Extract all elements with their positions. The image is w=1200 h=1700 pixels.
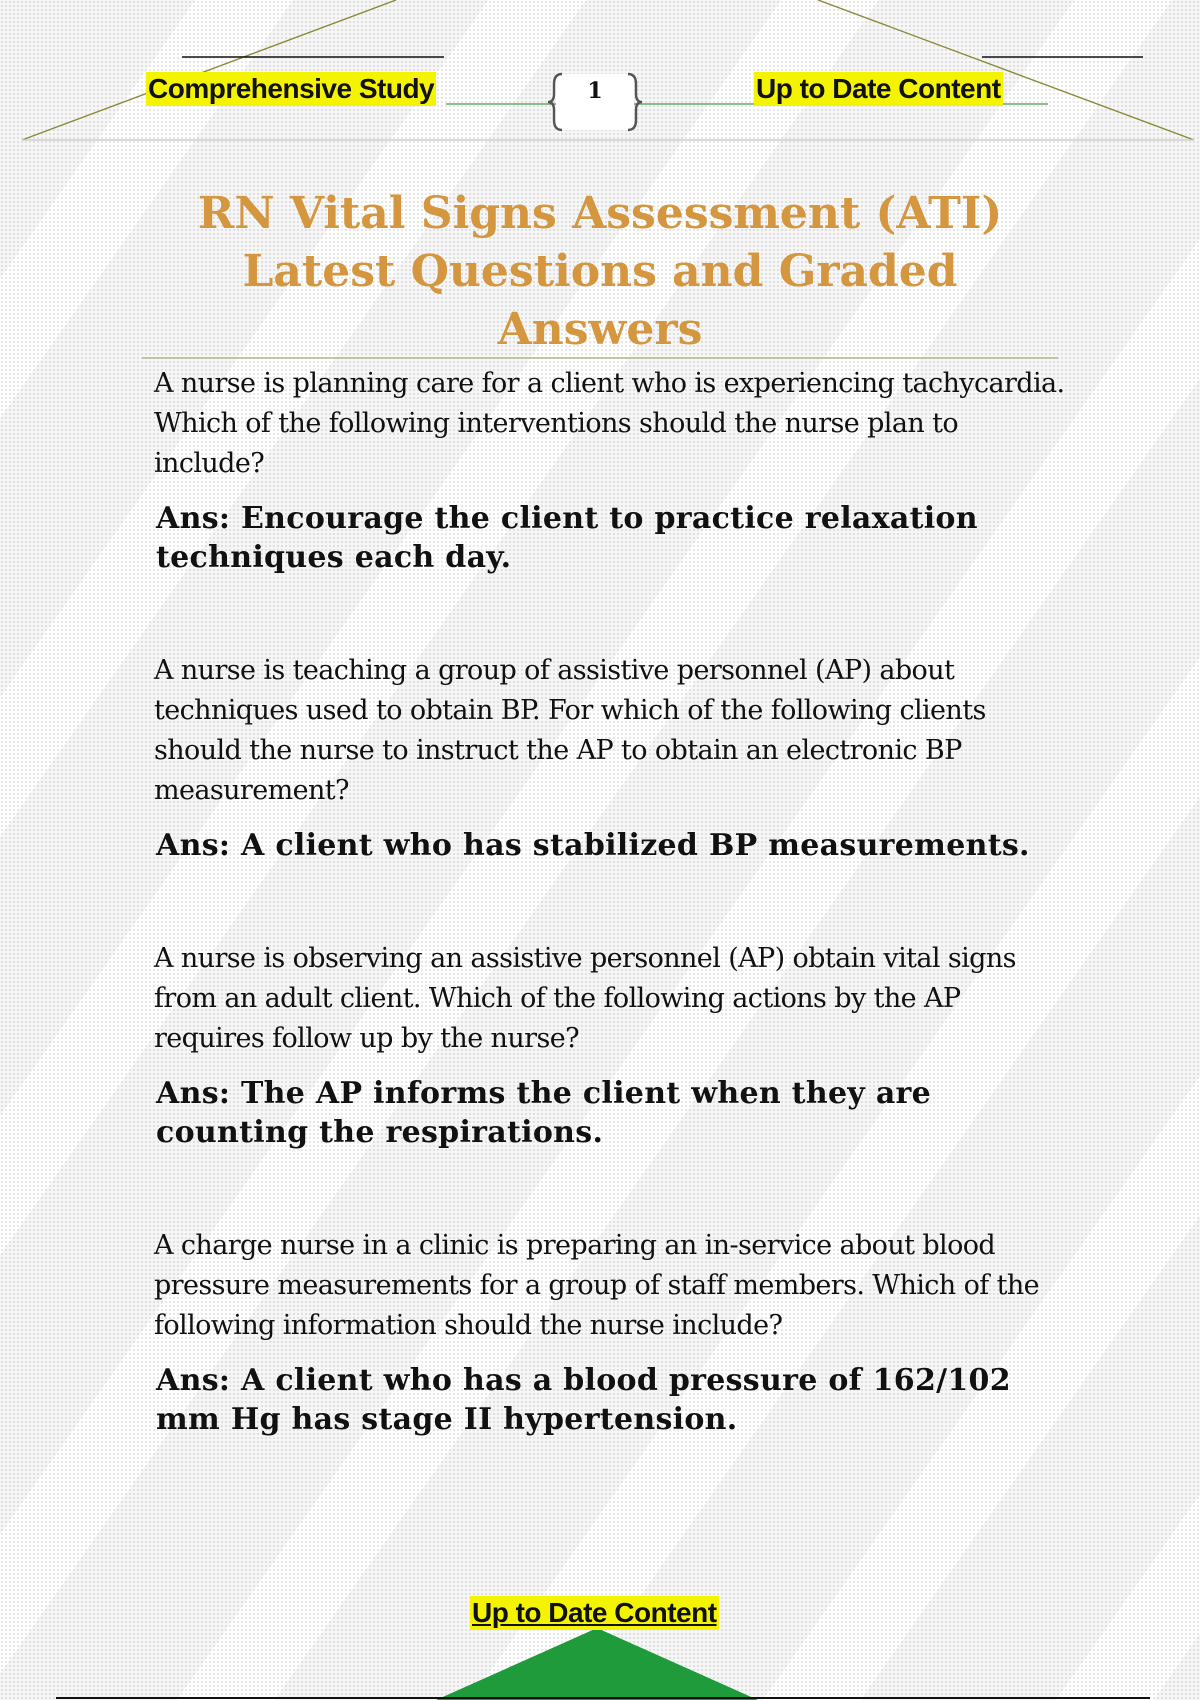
answer-text: Ans: A client who has a blood pressure of 162/102 mm Hg has stage II hypertension. [156, 1363, 1011, 1437]
answer-text: Ans: The AP informs the client when they are counting the respirations. [156, 1076, 932, 1150]
qa-item [146, 364, 1066, 577]
title-line-2: Latest Questions and Graded [242, 246, 958, 297]
title-line-1: RN Vital Signs Assessment (ATI) [197, 188, 1003, 239]
footer-decoration [56, 1628, 1150, 1700]
question-text: A nurse is planning care for a client who is experiencing tachycardia. Which of the following interventions should the nurse plan to include? [154, 368, 1065, 479]
qa-item [146, 1226, 1066, 1439]
answer-text: Ans: A client who has stabilized BP measurements. [156, 828, 1030, 863]
header-left-label: Comprehensive Study [148, 73, 435, 104]
title-line-3: Answers [497, 304, 703, 355]
document-title [160, 185, 1040, 359]
page-number: 1 [587, 78, 603, 104]
answer-text: Ans: Encourage the client to practice relaxation techniques each day. [156, 501, 978, 575]
qa-item [146, 939, 1066, 1152]
footer-label: Up to Date Content [472, 1597, 717, 1628]
question-text: A nurse is observing an assistive personnel (AP) obtain vital signs from an adult client. Which of the following actions by the AP requires follow up by the nurse? [154, 943, 1016, 1054]
question-text: A charge nurse in a clinic is preparing an in-service about blood pressure measurements for a group of staff members. Which of the following information should the nurse include? [154, 1230, 1040, 1341]
qa-list [146, 364, 1066, 1439]
qa-item [146, 651, 1066, 865]
header-right-label: Up to Date Content [756, 73, 1001, 104]
question-text: A nurse is teaching a group of assistive personnel (AP) about techniques used to obtain BP. For which of the following clients should the nurse to instruct the AP to obtain an electronic BP measurement? [154, 655, 986, 806]
